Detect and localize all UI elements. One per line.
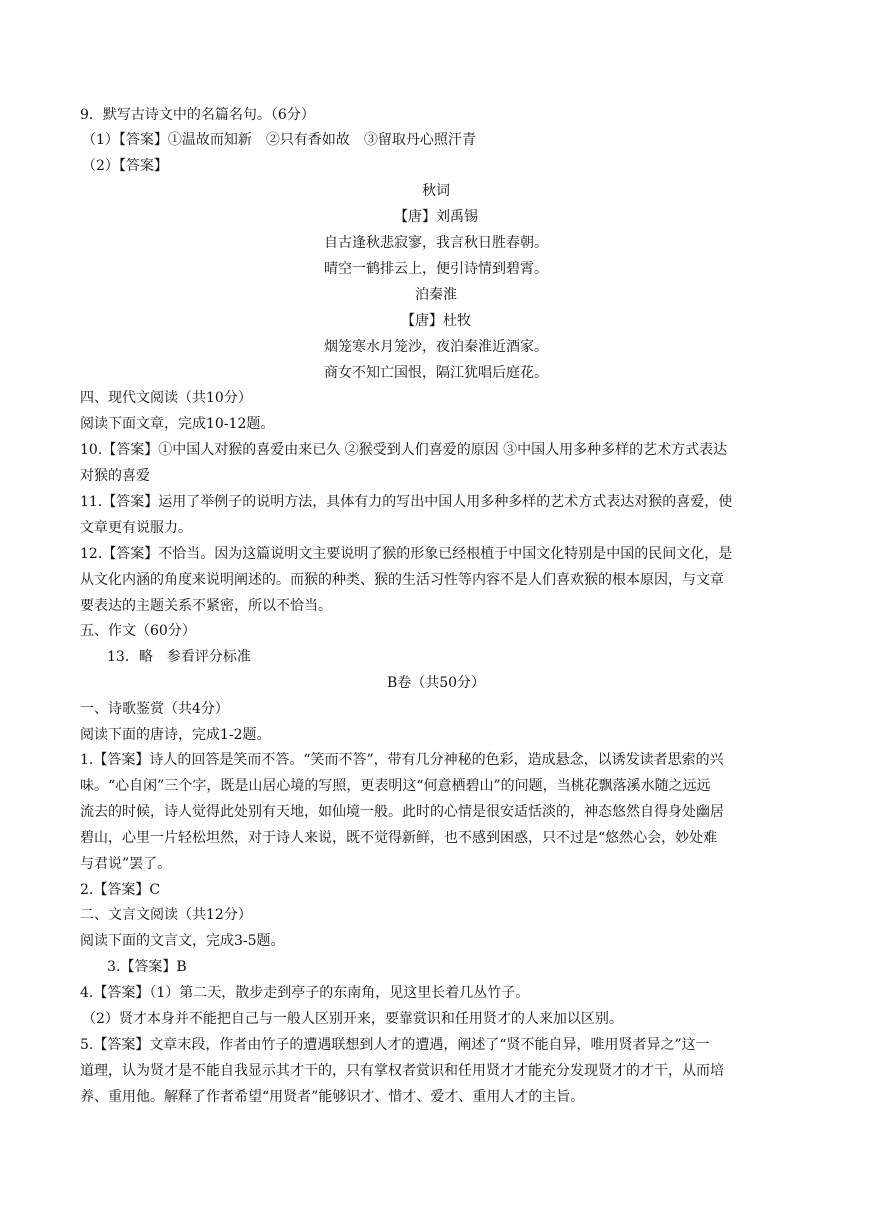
answer-b4-1: 4.【答案】（1）第二天，散步走到亭子的东南角，见这里长着几丛竹子。 [80, 985, 530, 1001]
answer-b5-cont: 养、重用他。解释了作者希望“用贤者”能够识才、惜才、爱才、重用人才的主旨。 [80, 1089, 585, 1105]
poem-author-liuyuxi: 【唐】刘禹锡 [394, 209, 478, 225]
poem-line: 商女不知亡国恨，隔江犹唱后庭花。 [324, 365, 548, 381]
instruction-text: 阅读下面的文言文，完成3-5题。 [80, 933, 285, 949]
instruction-text: 阅读下面文章，完成10-12题。 [80, 416, 275, 432]
answer-12-cont: 要表达的主题关系不紧密，所以不恰当。 [80, 598, 332, 614]
answer-b1-cont: 味。“心自闲”三个字，既是山居心境的写照，更表明这“何意栖碧山”的问题，当桃花飘落溪水随之远远 [80, 778, 711, 794]
answer-b1-cont: 流去的时候，诗人觉得此处别有天地，如仙境一般。此时的心情是很安适恬淡的，神态悠然自得身处幽居 [80, 804, 724, 820]
answer-10: 10.【答案】①中国人对猴的喜爱由来已久 ②猴受到人们喜爱的原因 ③中国人用多种多样的艺术方式表达 [80, 442, 728, 458]
answer-9-2-label: （2）【答案】 [82, 158, 168, 174]
answer-b1-cont: 碧山，心里一片轻松坦然，对于诗人来说，既不觉得新鲜，也不感到困惑，只不过是“悠然心会，妙处难 [80, 830, 718, 846]
poem-title-qiuci: 秋词 [422, 183, 450, 199]
answer-b1-cont: 与君说”罢了。 [80, 856, 172, 872]
section-heading-modern-reading: 四、现代文阅读（共10分） [80, 390, 252, 406]
instruction-text: 阅读下面的唐诗，完成1-2题。 [80, 727, 271, 743]
section-heading-classical: 二、文言文阅读（共12分） [80, 907, 252, 923]
answer-b1: 1.【答案】诗人的回答是笑而不答。“笑而不答”，带有几分神秘的色彩，造成悬念，以诱发读者思索的兴 [80, 752, 724, 768]
answer-13: 13．略 参看评分标准 [107, 649, 251, 665]
poem-line: 晴空一鹤排云上，便引诗情到碧霄。 [324, 261, 548, 277]
question-9-heading: 9．默写古诗文中的名篇名句。（6分） [80, 107, 315, 123]
poem-author-dumu: 【唐】杜牧 [401, 313, 471, 329]
answer-11-cont: 文章更有说服力。 [80, 520, 192, 536]
answer-b5: 5.【答案】文章末段，作者由竹子的遭遇联想到人才的遭遇，阐述了“贤不能自异，唯用贤者异之”这一 [80, 1037, 710, 1053]
answer-b3: 3.【答案】B [107, 959, 187, 975]
answer-10-cont: 对猴的喜爱 [80, 468, 150, 484]
section-heading-poetry: 一、诗歌鉴赏（共4分） [80, 701, 229, 717]
section-heading-composition: 五、作文（60分） [80, 623, 196, 639]
answer-b4-2: （2）贤才本身并不能把自己与一般人区别开来，要靠赏识和任用贤才的人来加以区别。 [82, 1011, 623, 1027]
answer-12-cont: 从文化内涵的角度来说明阐述的。而猴的种类、猴的生活习性等内容不是人们喜欢猴的根本原因，与文章 [80, 572, 724, 588]
answer-9-1: （1）【答案】①温故而知新 ②只有香如故 ③留取丹心照汗青 [82, 132, 476, 148]
paper-b-heading: B卷（共50分） [386, 675, 486, 691]
poem-title-boqinhuai: 泊秦淮 [415, 287, 457, 303]
poem-line: 自古逢秋悲寂寥，我言秋日胜春朝。 [324, 235, 548, 251]
answer-b5-cont: 道理，认为贤才是不能自我显示其才干的，只有掌权者赏识和任用贤才才能充分发现贤才的才干，从而培 [80, 1063, 724, 1079]
poem-line: 烟笼寒水月笼沙，夜泊秦淮近酒家。 [324, 339, 548, 355]
answer-b2: 2.【答案】C [80, 882, 161, 898]
answer-12: 12.【答案】不恰当。因为这篇说明文主要说明了猴的形象已经根植于中国文化特别是中国的民间文化，是 [80, 546, 733, 562]
answer-11: 11.【答案】运用了举例子的说明方法，具体有力的写出中国人用多种多样的艺术方式表达对猴的喜爱，使 [80, 494, 733, 510]
